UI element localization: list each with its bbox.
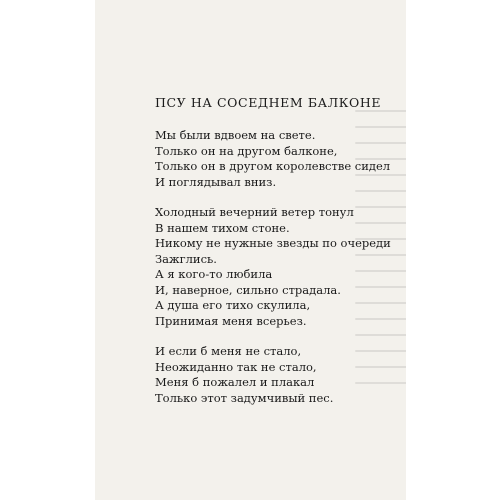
poem-line: Меня б пожалел и плакал bbox=[155, 375, 315, 389]
poem-line: И, наверное, сильно страдала. bbox=[155, 282, 341, 297]
poem-line: Только он на другом балконе, bbox=[155, 143, 338, 158]
poem-line: Холодный вечерний ветер тонул bbox=[155, 205, 354, 219]
poem-body bbox=[155, 128, 391, 421]
poem-line: Неожиданно так не стало, bbox=[155, 359, 317, 374]
poem-line: В нашем тихом стоне. bbox=[155, 220, 290, 235]
poem-line: А я кого-то любила bbox=[155, 267, 273, 281]
poem-line: Мы были вдвоем на свете. bbox=[155, 128, 316, 142]
stanza bbox=[155, 128, 391, 190]
poem-title: ПСУ НА СОСЕДНЕМ БАЛКОНЕ bbox=[155, 95, 382, 110]
poem-line: Принимая меня всерьез. bbox=[155, 313, 307, 328]
poem-line: И поглядывал вниз. bbox=[155, 174, 277, 189]
poem-line: Только он в другом королевстве сидел bbox=[155, 159, 391, 173]
book-page bbox=[95, 0, 406, 500]
poem-line: Зажглись. bbox=[155, 251, 217, 266]
poem-line: Только этот задумчивый пес. bbox=[155, 390, 334, 405]
poem-line: Никому не нужные звезды по очереди bbox=[155, 236, 391, 250]
poem-line: И если б меня не стало, bbox=[155, 344, 302, 358]
stanza bbox=[155, 205, 391, 329]
poem-line: А душа его тихо скулила, bbox=[155, 298, 311, 312]
stanza bbox=[155, 344, 391, 406]
